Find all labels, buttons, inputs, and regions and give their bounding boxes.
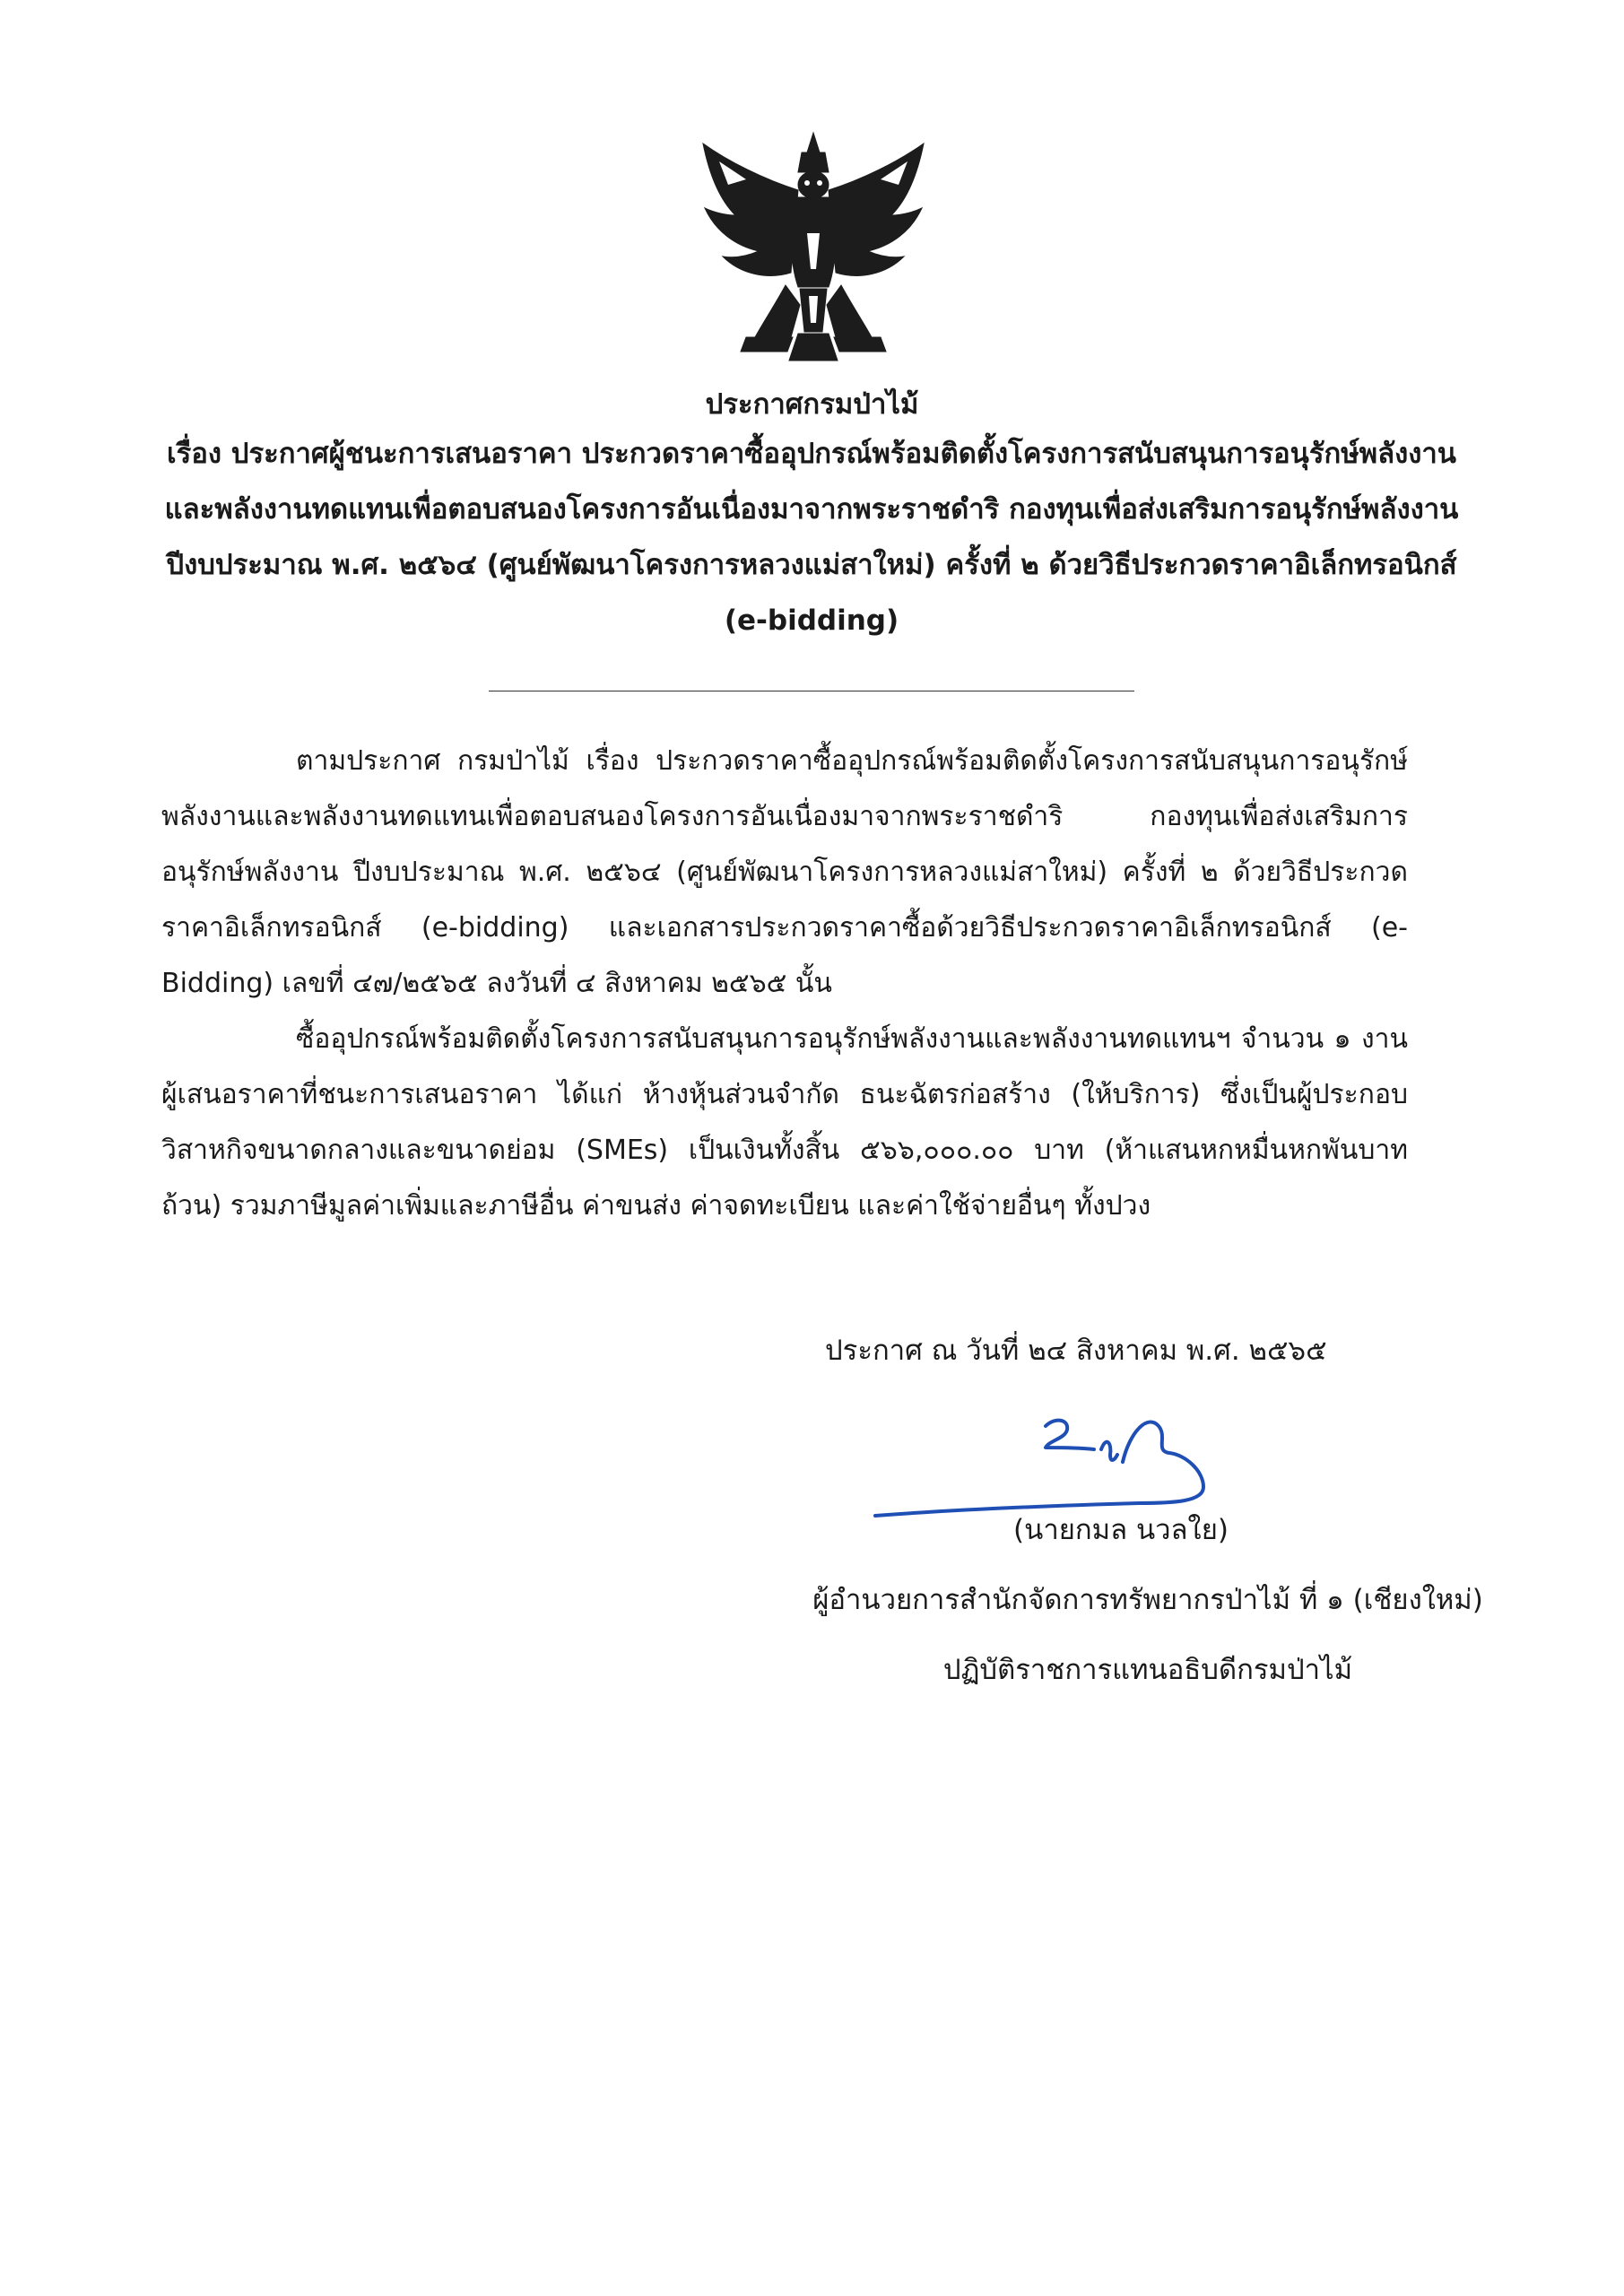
signer-acting-title: ปฏิบัติราชการแทนอธิบดีกรมป่าไม้ xyxy=(942,1654,1353,1686)
subject-line-4: (e-bidding) xyxy=(724,604,899,637)
subject-line-1: เรื่อง ประกาศผู้ชนะการเสนอราคา ประกวดราคาซื้ออุปกรณ์พร้อมติดตั้งโครงการสนับสนุนการอนุรักษ์พลังงาน xyxy=(166,438,1456,470)
subject-heading xyxy=(161,426,1462,648)
announcement-date: ประกาศ ณ วันที่ ๒๔ สิงหาคม พ.ศ. ๒๕๖๕ xyxy=(825,1335,1327,1367)
signer-position: ผู้อำนวยการสำนักจัดการทรัพยากรป่าไม้ ที่ ๑ (เชียงใหม่) xyxy=(812,1584,1483,1616)
body-paragraph-1: ตามประกาศ กรมป่าไม้ เรื่อง ประกวดราคาซื้ออุปกรณ์พร้อมติดตั้งโครงการสนับสนุนการอนุรักษ์พลังงานและพลังงานทดแทนเพื่อตอบสนองโครงการอันเนื่องมาจากพระราชดำริ กองทุนเพื่อส่งเสริมการอนุรักษ์พลังงาน ปีงบประมาณ พ.ศ. ๒๕๖๔ (ศูนย์พัฒนาโครงการหลวงแม่สาใหม่) ครั้งที่ ๒ ด้วยวิธีประกวดราคาอิเล็กทรอนิกส์ (e-bidding) และเอกสารประกวดราคาซื้อด้วยวิธีประกวดราคาอิเล็กทรอนิกส์ (e-Bidding) เลขที่ ๔๗/๒๕๖๕ ลงวันที่ ๔ สิงหาคม ๒๕๖๕ นั้น xyxy=(161,745,1408,999)
body-paragraph-2: ซื้ออุปกรณ์พร้อมติดตั้งโครงการสนับสนุนการอนุรักษ์พลังงานและพลังงานทดแทนฯ จำนวน ๑ งาน ผู้เสนอราคาที่ชนะการเสนอราคา ได้แก่ ห้างหุ้นส่วนจำกัด ธนะฉัตรก่อสร้าง (ให้บริการ) ซึ่งเป็นผู้ประกอบวิสาหกิจขนาดกลางและขนาดย่อม (SMEs) เป็นเงินทั้งสิ้น ๕๖๖,๐๐๐.๐๐ บาท (ห้าแสนหกหมื่นหกพันบาทถ้วน) รวมภาษีมูลค่าเพิ่มและภาษีอื่น ค่าขนส่ง ค่าจดทะเบียน และค่าใช้จ่ายอื่นๆ ทั้งปวง xyxy=(161,1023,1408,1222)
subject-line-2: และพลังงานทดแทนเพื่อตอบสนองโครงการอันเนื่องมาจากพระราชดำริ กองทุนเพื่อส่งเสริมการอนุรักษ์พลังงาน xyxy=(164,493,1459,526)
subject-line-3: ปีงบประมาณ พ.ศ. ๒๕๖๔ (ศูนย์พัฒนาโครงการหลวงแม่สาใหม่) ครั้งที่ ๒ ด้วยวิธีประกวดราคาอิเล็กทรอนิกส์ xyxy=(166,549,1457,581)
organization-heading: ประกาศกรมป่าไม้ xyxy=(705,388,919,421)
garuda-emblem-icon xyxy=(692,126,934,368)
signer-name: (นายกมล นวลใย) xyxy=(1013,1514,1229,1546)
